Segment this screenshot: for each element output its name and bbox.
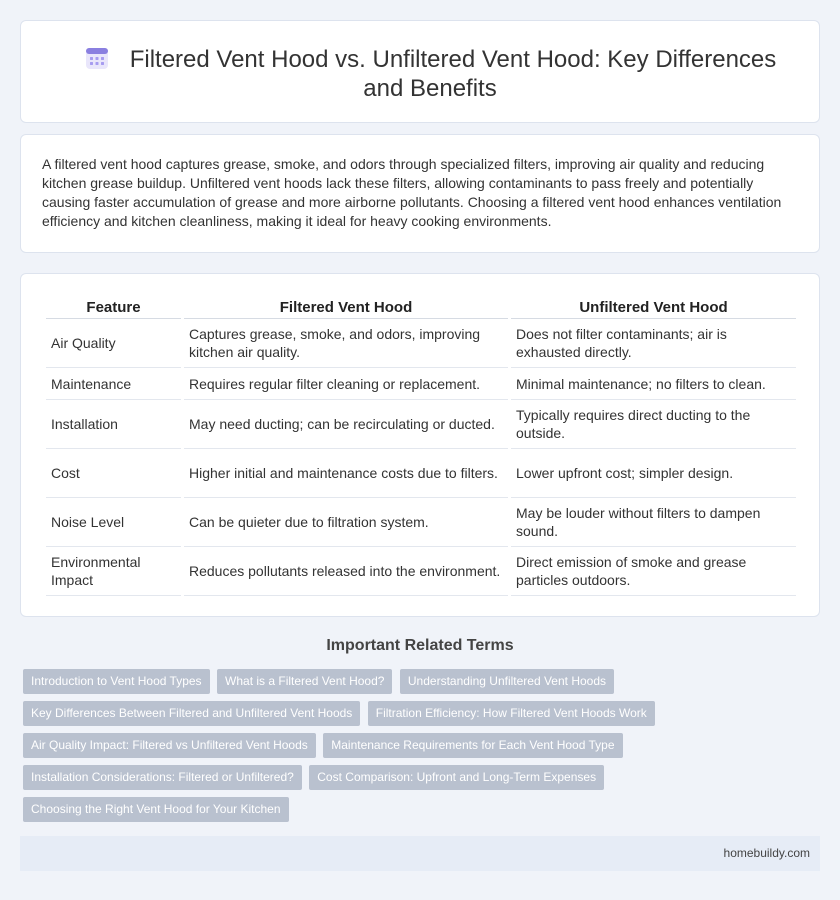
table-header-row [46, 296, 796, 319]
term-row [23, 797, 803, 829]
title-wrap [61, 45, 799, 103]
table-cell-feature: Cost [46, 449, 181, 498]
table-cell-unfiltered: May be louder without filters to dampen sound. [511, 498, 796, 547]
table-cell-unfiltered: Minimal maintenance; no filters to clean. [511, 368, 796, 400]
table-cell-unfiltered: Direct emission of smoke and grease particles outdoors. [511, 547, 796, 596]
table-cell-filtered: Higher initial and maintenance costs due to filters. [184, 449, 508, 498]
term-row [23, 669, 803, 701]
intro-paragraph: A filtered vent hood captures grease, smoke, and odors through specialized filters, improving air quality and reducing kitchen grease buildup. Unfiltered vent hoods lack these filters, allowing contaminants to pass freely and potentially causing faster accumulation of grease and more airborne pollutants. Choosing a filtered vent hood enhances ventilation efficiency and kitchen cleanliness, making it ideal for heavy cooking environments. [42, 156, 782, 229]
related-terms-list [23, 669, 803, 829]
term-tag[interactable]: Introduction to Vent Hood Types [23, 669, 210, 694]
table-cell-filtered: Reduces pollutants released into the environment. [184, 547, 508, 596]
footer-site-name: homebuildy.com [723, 846, 810, 860]
table-row [46, 368, 796, 400]
table-cell-unfiltered: Lower upfront cost; simpler design. [511, 449, 796, 498]
table-cell-unfiltered: Does not filter contaminants; air is exhausted directly. [511, 319, 796, 368]
table-cell-filtered: May need ducting; can be recirculating or ducted. [184, 400, 508, 449]
table-row [46, 547, 796, 596]
calendar-grid-icon [84, 45, 110, 71]
term-tag[interactable]: Choosing the Right Vent Hood for Your Kitchen [23, 797, 289, 822]
table-cell-filtered: Requires regular filter cleaning or replacement. [184, 368, 508, 400]
table-row [46, 400, 796, 449]
term-tag[interactable]: Filtration Efficiency: How Filtered Vent Hoods Work [368, 701, 655, 726]
table-cell-feature: Environmental Impact [46, 547, 181, 596]
table-cell-feature: Installation [46, 400, 181, 449]
term-tag[interactable]: Understanding Unfiltered Vent Hoods [400, 669, 614, 694]
table-cell-filtered: Captures grease, smoke, and odors, improving kitchen air quality. [184, 319, 508, 368]
table-cell-filtered: Can be quieter due to filtration system. [184, 498, 508, 547]
table-row [46, 498, 796, 547]
term-row [23, 733, 803, 765]
term-tag[interactable]: Maintenance Requirements for Each Vent Hood Type [323, 733, 622, 758]
table-row [46, 319, 796, 368]
table-cell-feature: Noise Level [46, 498, 181, 547]
table-cell-feature: Air Quality [46, 319, 181, 368]
table-cell-unfiltered: Typically requires direct ducting to the outside. [511, 400, 796, 449]
term-tag[interactable]: Installation Considerations: Filtered or Unfiltered? [23, 765, 302, 790]
term-tag[interactable]: Key Differences Between Filtered and Unfiltered Vent Hoods [23, 701, 360, 726]
page-title: Filtered Vent Hood vs. Unfiltered Vent Hood: Key Differences and Benefits [129, 46, 777, 102]
term-tag[interactable]: What is a Filtered Vent Hood? [217, 669, 392, 694]
intro-card [20, 134, 820, 253]
table-cell-feature: Maintenance [46, 368, 181, 400]
term-tag[interactable]: Air Quality Impact: Filtered vs Unfiltered Vent Hoods [23, 733, 316, 758]
comparison-card [20, 273, 820, 617]
table-row [46, 449, 796, 498]
column-header-feature: Feature [46, 296, 181, 319]
header-card [20, 20, 820, 123]
term-row [23, 701, 803, 733]
term-tag[interactable]: Cost Comparison: Upfront and Long-Term Expenses [309, 765, 604, 790]
footer [20, 836, 820, 871]
column-header-filtered: Filtered Vent Hood [184, 296, 508, 319]
related-terms-heading: Important Related Terms [326, 637, 514, 654]
comparison-table [43, 296, 799, 596]
term-row [23, 765, 803, 797]
column-header-unfiltered: Unfiltered Vent Hood [511, 296, 796, 319]
